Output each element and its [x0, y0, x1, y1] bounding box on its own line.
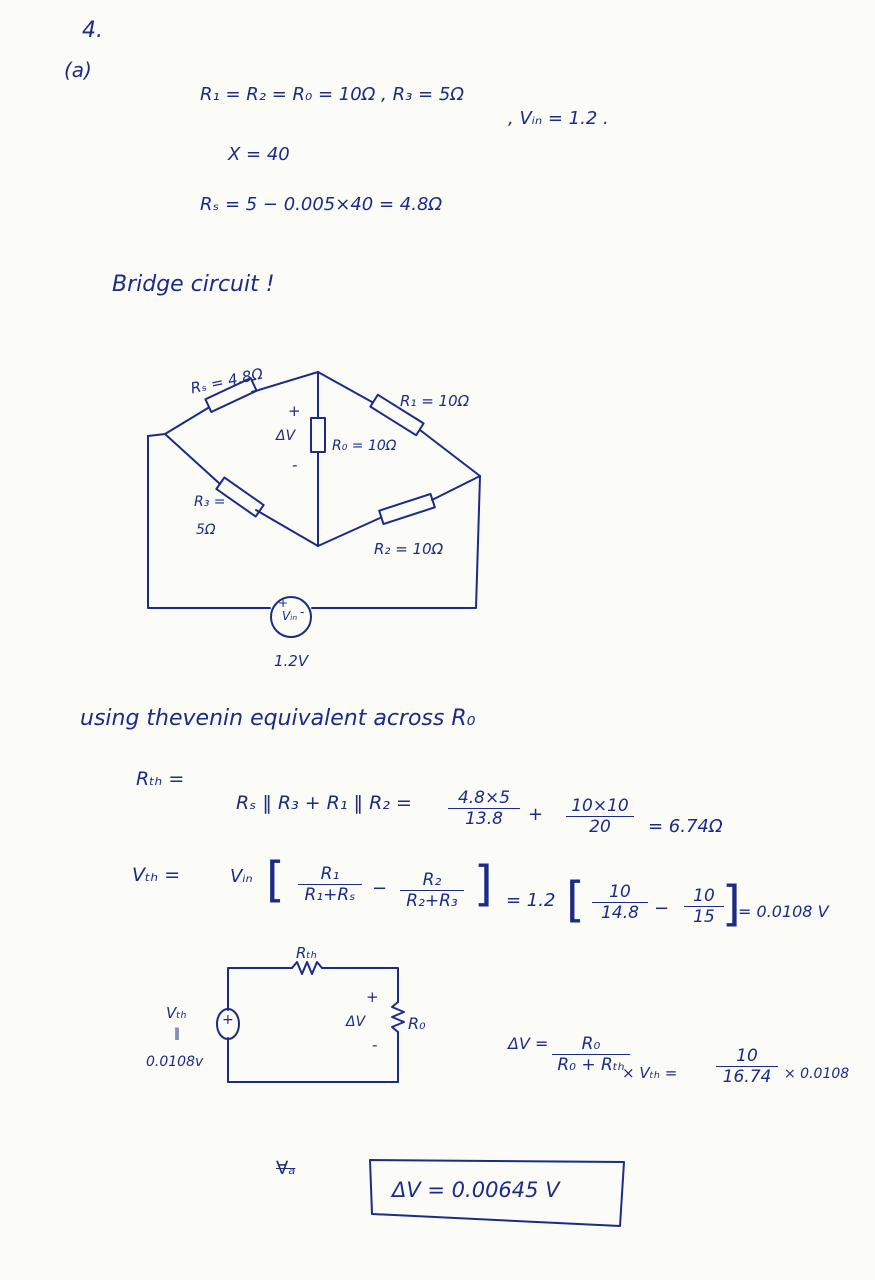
dv-frac-1-den: R₀ + Rₜₕ — [552, 1054, 630, 1075]
equiv-r0-zigzag — [392, 1002, 404, 1032]
dv-frac-2-den: 16.74 — [716, 1066, 778, 1087]
rth-plus: + — [528, 804, 544, 825]
vth-minus-2: − — [654, 898, 670, 919]
rth-expr: Rₛ ‖ R₃ + R₁ ‖ R₂ = — [236, 792, 412, 814]
given-vin: , Vᵢₙ = 1.2 . — [508, 108, 609, 129]
rth-frac-1-num: 4.8×5 — [457, 788, 511, 808]
label-rs: Rₛ = 4.8Ω — [188, 364, 265, 398]
rth-label: Rₜₕ = — [136, 768, 185, 790]
vth-minus: − — [372, 878, 388, 899]
vth-frac-4-num: 10 — [693, 886, 715, 906]
bridge-wire-bottom-right — [318, 518, 380, 546]
equiv-rth-label: Rₜₕ — [296, 944, 317, 962]
vth-eq: = 1.2 — [506, 890, 556, 911]
problem-part: (a) — [64, 58, 92, 82]
equiv-dv: ΔV — [346, 1014, 366, 1030]
equiv-plus: + — [366, 988, 379, 1006]
resistor-r0 — [311, 418, 325, 452]
bridge-wire-top-left — [148, 408, 208, 436]
equiv-wire-top — [228, 968, 292, 1010]
bridge-wire-r3-right — [256, 510, 318, 546]
vth-frac-2-den: R₂+R₃ — [400, 890, 464, 911]
resistor-r2 — [379, 494, 435, 524]
vth-frac-3-den: 14.8 — [592, 902, 648, 923]
vth-result: = 0.0108 V — [738, 902, 829, 921]
dv-frac-2-num: 10 — [736, 1046, 758, 1066]
vth-frac-1-den: R₁+Rₛ — [298, 884, 362, 905]
rth-frac-2-den: 20 — [566, 816, 634, 837]
equiv-minus: - — [372, 1036, 378, 1054]
rth-frac-2-num: 10×10 — [571, 796, 629, 816]
bridge-heading: Bridge circuit ! — [112, 272, 275, 297]
vth-frac-2-num: R₂ — [422, 870, 442, 890]
vth-paren-close: ] — [722, 876, 741, 932]
vin-label: Vᵢₙ — [282, 609, 298, 623]
dv-frac-2 — [716, 1046, 778, 1087]
final-answer: ΔV = 0.00645 V — [392, 1178, 560, 1202]
equiv-vth-value: 0.0108v — [146, 1054, 204, 1070]
label-minus: - — [292, 456, 298, 474]
vin-plus: + — [278, 596, 289, 610]
given-line1: R₁ = R₂ = R₀ = 10Ω , R₃ = 5Ω — [200, 84, 465, 105]
given-x: X = 40 — [228, 144, 290, 165]
bridge-wire-r1-right — [420, 430, 480, 476]
label-dv: ΔV — [276, 428, 296, 444]
thevenin-heading: using thevenin equivalent across R₀ — [80, 706, 476, 731]
label-r3-b: 5Ω — [196, 522, 216, 538]
dv-times-val: × 0.0108 — [784, 1066, 850, 1082]
equiv-vth-label: Vₜₕ — [166, 1004, 187, 1022]
dv-frac-1-num: R₀ — [581, 1034, 601, 1054]
vin-value: 1.2V — [274, 652, 309, 670]
given-rs: Rₛ = 5 − 0.005×40 = 4.8Ω — [200, 194, 443, 215]
equiv-rth-zigzag — [292, 962, 322, 974]
label-r1: R₁ = 10Ω — [400, 392, 470, 410]
rth-frac-1 — [448, 788, 520, 829]
vth-frac-3 — [592, 882, 648, 923]
vth-frac-1 — [298, 864, 362, 905]
problem-number: 4. — [82, 18, 103, 43]
bridge-wire-r2-right — [432, 476, 480, 500]
dv-frac-1 — [552, 1034, 630, 1075]
label-r3-a: R₃ = — [194, 494, 226, 510]
equiv-r0-label: R₀ — [408, 1014, 426, 1033]
label-r2: R₂ = 10Ω — [374, 540, 444, 558]
equiv-wire-top-right — [322, 968, 398, 1002]
dv-times-vth: × Vₜₕ = — [622, 1064, 678, 1082]
bridge-wire-top-right — [318, 372, 372, 402]
vin-minus: - — [300, 605, 305, 619]
vth-paren-open: [ — [566, 872, 585, 928]
vth-bracket-open: [ — [266, 852, 285, 908]
equiv-src-plus: + — [222, 1012, 234, 1028]
vth-vin: Vᵢₙ — [230, 866, 253, 887]
dv-eq: ΔV = — [508, 1034, 549, 1053]
vth-frac-4 — [684, 886, 724, 927]
rth-frac-1-den: 13.8 — [448, 808, 520, 829]
vth-frac-1-num: R₁ — [320, 864, 340, 884]
vth-frac-3-num: 10 — [609, 882, 631, 902]
equiv-vth-eq: ‖ — [174, 1026, 180, 1040]
crossed-out-mark: ∀ₐ — [276, 1158, 296, 1179]
rth-result: = 6.74Ω — [648, 816, 723, 837]
vth-frac-4-den: 15 — [684, 906, 724, 927]
vth-bracket-close: ] — [474, 856, 493, 912]
label-plus: + — [288, 402, 301, 420]
label-r0: R₀ = 10Ω — [332, 438, 397, 454]
vth-label: Vₜₕ = — [132, 864, 181, 886]
bridge-wire-r3-left — [165, 434, 220, 484]
rth-frac-2 — [566, 796, 634, 837]
vth-frac-2 — [400, 870, 464, 911]
